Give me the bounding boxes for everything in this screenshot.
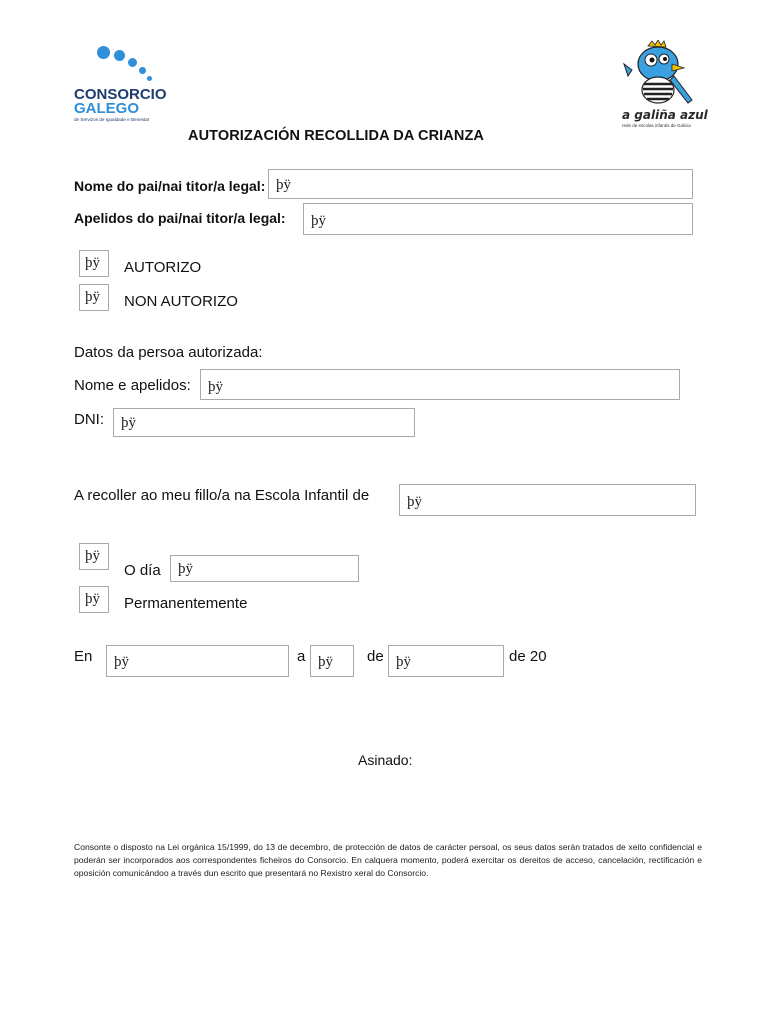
galina-logo-subtitle: rede de escolas infantís de Galicia (622, 123, 691, 128)
not-authorize-checkbox[interactable]: þÿ (79, 284, 109, 311)
document-title: AUTORIZACIÓN RECOLLIDA DA CRIANZA (188, 128, 484, 144)
authorized-person-heading: Datos da persoa autorizada: (74, 344, 263, 361)
fullname-label: Nome e apelidos: (74, 377, 191, 394)
school-label: A recoller ao meu fillo/a na Escola Infantil de (74, 487, 370, 504)
authorize-checkbox[interactable]: þÿ (79, 250, 109, 277)
parent-surname-field[interactable]: þÿ (303, 203, 693, 235)
day-checkbox[interactable]: þÿ (79, 543, 109, 570)
day-label: O día (124, 562, 161, 579)
date-day-field[interactable]: þÿ (310, 645, 354, 677)
dni-field[interactable]: þÿ (113, 408, 415, 437)
bird-mascot-icon (618, 40, 698, 108)
logo-dot (147, 76, 152, 81)
authorize-label: AUTORIZO (124, 259, 202, 276)
day-field[interactable]: þÿ (170, 555, 359, 582)
parent-surname-label: Apelidos do pai/nai titor/a legal: (74, 210, 286, 226)
school-field[interactable]: þÿ (399, 484, 696, 516)
logo-dot (139, 67, 146, 74)
en-label: En (74, 648, 93, 665)
logo-dot (114, 50, 125, 61)
parent-name-field[interactable]: þÿ (268, 169, 693, 199)
dni-label: DNI: (74, 411, 104, 428)
parent-name-label: Nome do pai/nai titor/a legal: (74, 178, 266, 194)
a-label: a (297, 648, 306, 665)
fullname-field[interactable]: þÿ (200, 369, 680, 400)
de-label: de (367, 648, 384, 665)
logo-line2: GALEGO (74, 100, 140, 117)
signature-label: Asinado: (358, 752, 413, 768)
galina-logo-title: a galiña azul (622, 108, 708, 122)
year-label: de 20 (509, 648, 547, 665)
legal-notice: Consonte o disposto na Lei orgánica 15/1999, do 13 de decembro, de protección de datos de carácter persoal, os seus datos serán tratados de xeito confidencial e poderán ser incorporados aos correspondentes ficheiros do Consorcio. En calquera momento, poderá exercitar os dereitos de acceso, cancelación, rectificación e oposición comunicándoo a través dun escrito que presentará no Rexistro xeral do Consorcio. (74, 842, 702, 878)
logo-dot (128, 58, 137, 67)
place-field[interactable]: þÿ (106, 645, 289, 677)
permanent-checkbox[interactable]: þÿ (79, 586, 109, 613)
logo-dot (97, 46, 110, 59)
not-authorize-label: NON AUTORIZO (124, 293, 238, 310)
permanent-label: Permanentemente (124, 595, 248, 612)
date-month-field[interactable]: þÿ (388, 645, 504, 677)
logo-line3: de Servizos de Igualdade e Benestar (74, 117, 150, 122)
logo-line1: CONSORCIO (74, 86, 167, 103)
